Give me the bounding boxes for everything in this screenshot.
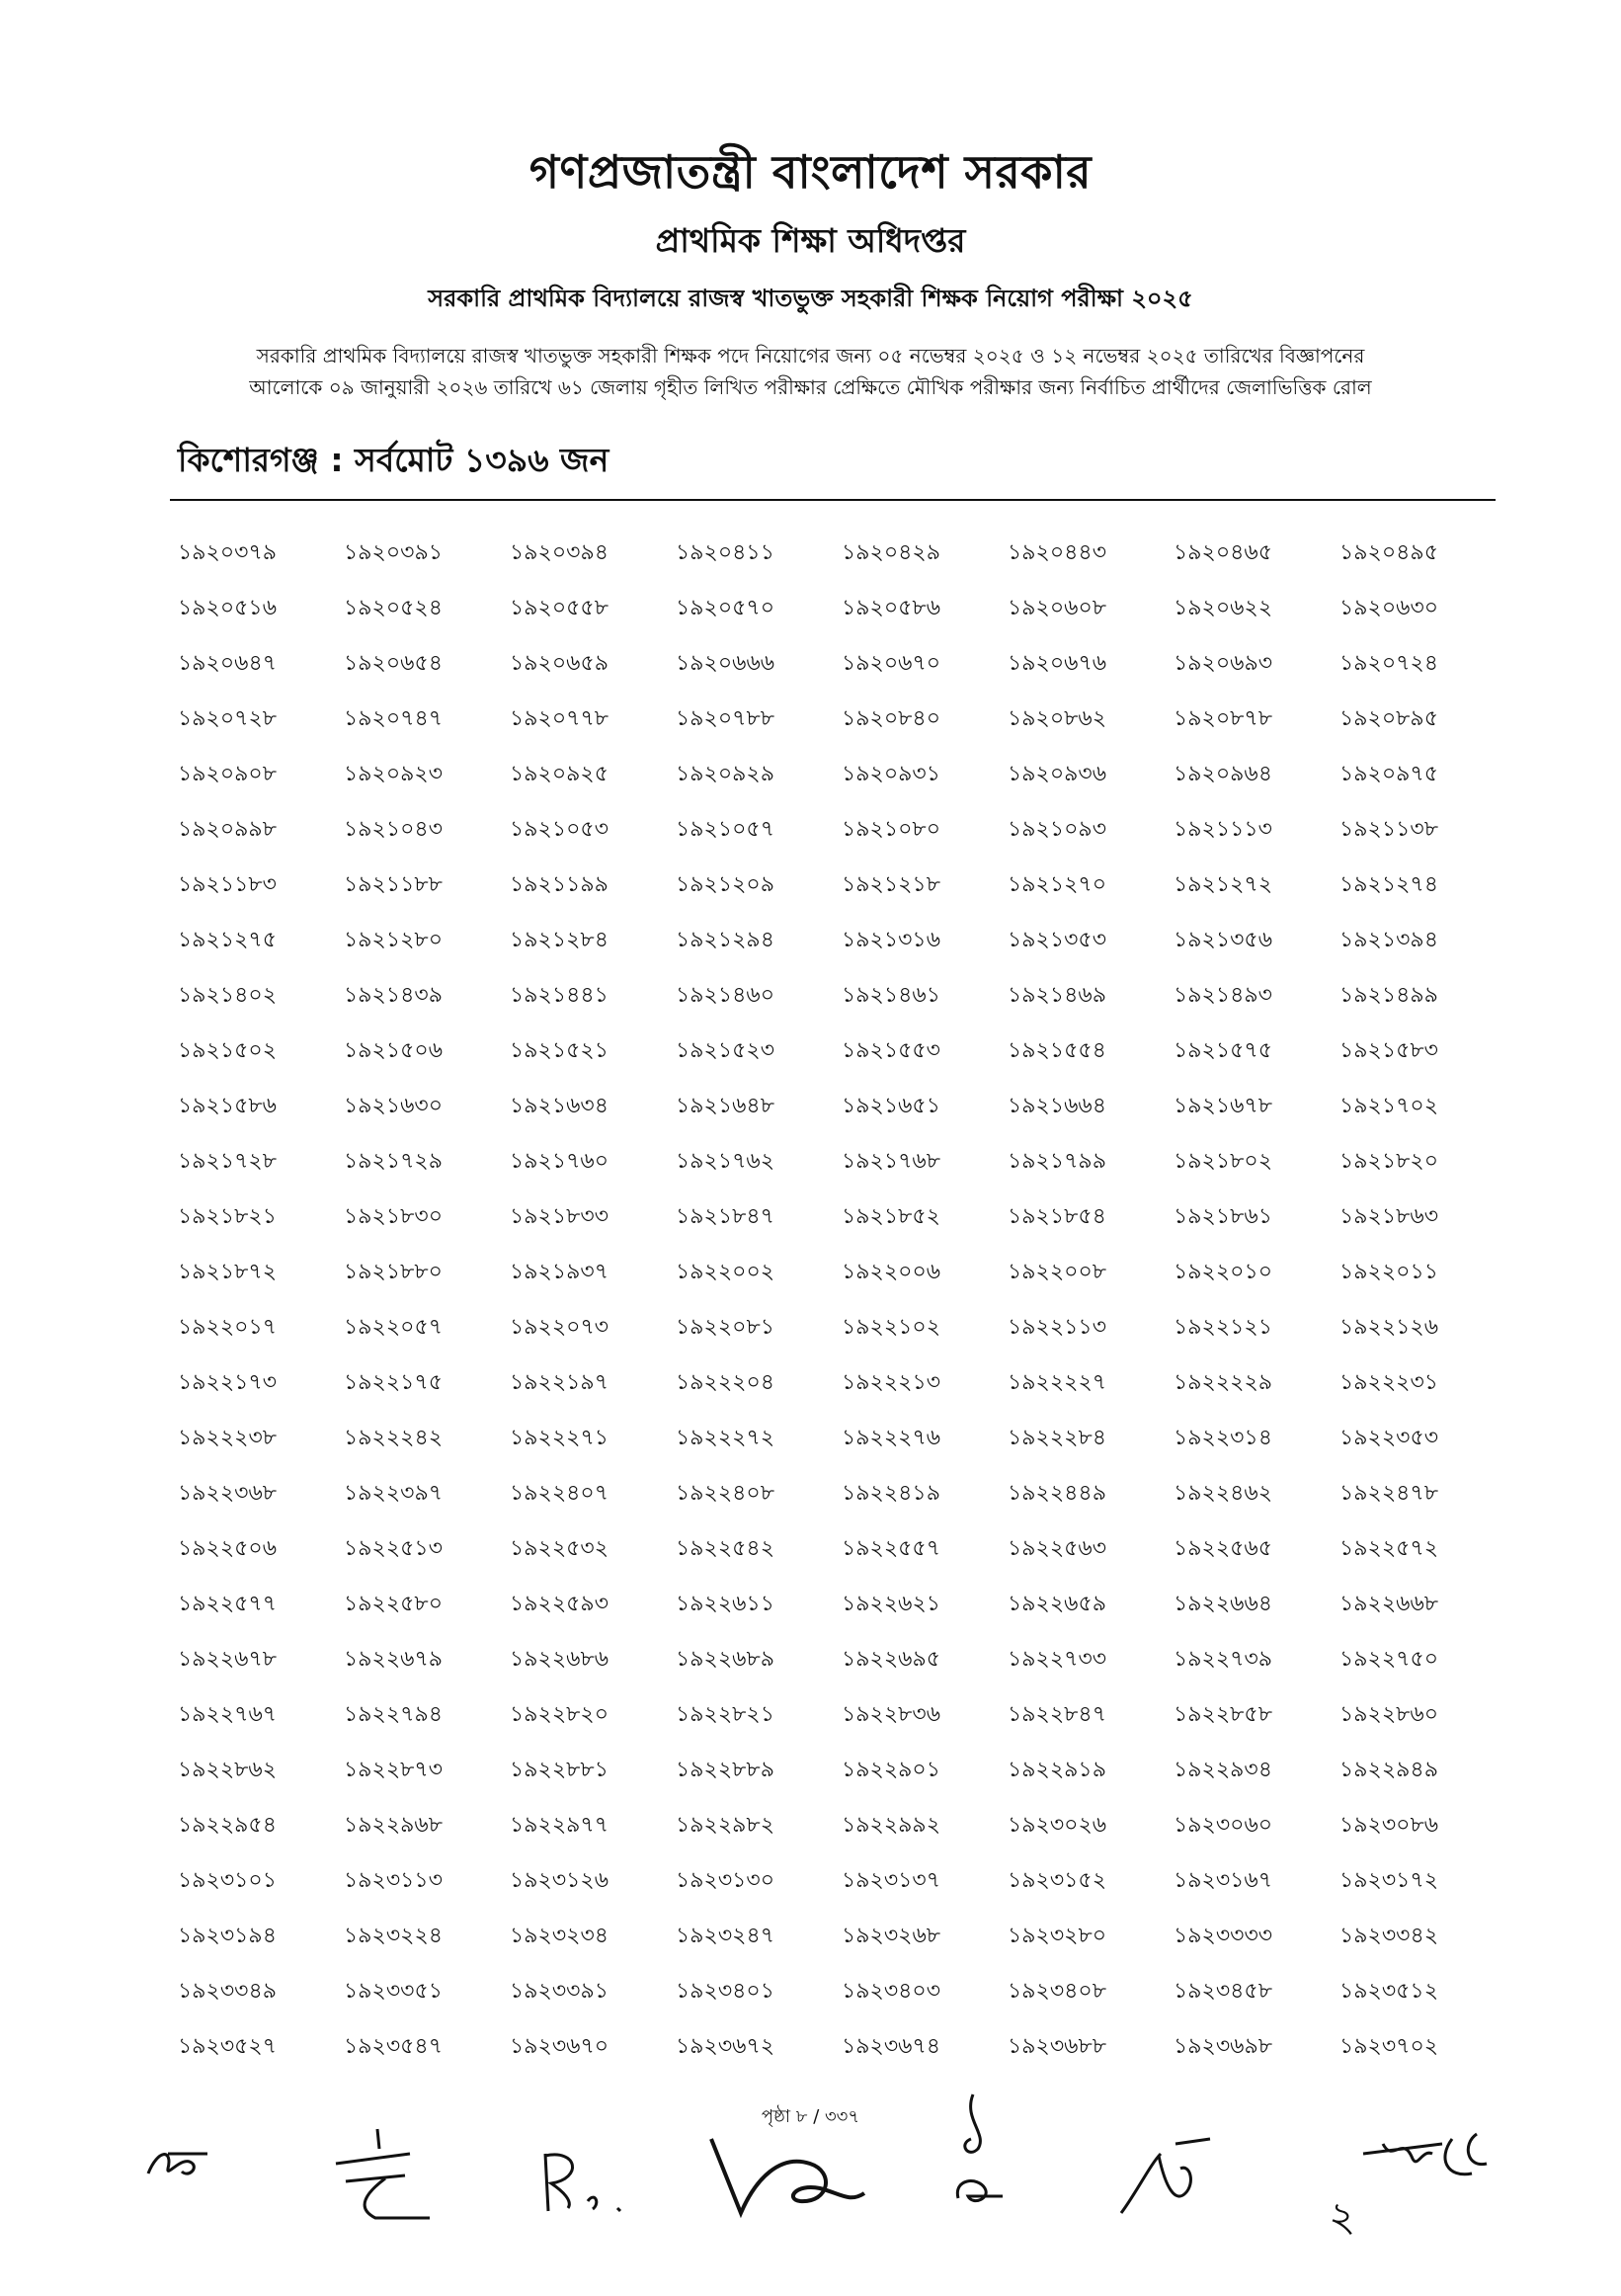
roll-number: ১৯২১৭৬০ <box>510 1149 609 1174</box>
roll-number: ১৯২২১২৬ <box>1339 1315 1439 1340</box>
roll-number: ১৯২১৬৬৪ <box>1008 1094 1107 1118</box>
roll-number: ১৯২১২৯৪ <box>676 928 774 952</box>
roll-number: ১৯২০৮৬২ <box>1008 706 1107 731</box>
signature-6 <box>1111 2134 1220 2223</box>
roll-number: ১৯২২৯০১ <box>842 1758 941 1782</box>
roll-number: ১৯২২৯৯২ <box>842 1813 941 1838</box>
roll-number: ১৯২২৫৬৩ <box>1008 1536 1107 1561</box>
roll-number: ১৯২০৬৫৪ <box>344 651 444 676</box>
roll-number: ১৯২২২০৪ <box>676 1370 775 1395</box>
roll-number: ১৯২০৬৪৭ <box>178 651 278 676</box>
roll-number: ১৯২২৭৬৭ <box>178 1702 278 1727</box>
roll-number: ১৯২৩৫১২ <box>1339 1979 1439 2004</box>
roll-number: ১৯২২৫৪২ <box>676 1536 775 1561</box>
roll-number: ১৯২৩৫২৭ <box>178 2034 278 2059</box>
roll-number: ১৯২১৮৩০ <box>344 1204 444 1229</box>
roll-number: ১৯২২৮৮১ <box>510 1758 608 1782</box>
roll-number: ১৯২২৬৬৪ <box>1174 1592 1273 1616</box>
roll-number: ১৯২৩৬৭৪ <box>842 2034 941 2059</box>
roll-number-grid <box>178 533 1480 2083</box>
roll-number: ১৯২২৫৩২ <box>510 1536 609 1561</box>
roll-number: ১৯২০৯৬৪ <box>1174 762 1273 786</box>
roll-number: ১৯২২৮৪৭ <box>1008 1702 1107 1727</box>
roll-number: ১৯২৩১৩০ <box>676 1868 775 1893</box>
roll-number: ১৯২৩২৮০ <box>1008 1924 1107 1948</box>
roll-number: ১৯২১৮৫২ <box>842 1204 940 1229</box>
roll-number: ১৯২১৮২১ <box>178 1204 277 1229</box>
roll-number: ১৯২৩৪০৮ <box>1008 1979 1107 2004</box>
roll-number: ১৯২২৪০৮ <box>676 1481 775 1506</box>
roll-number: ১৯২২৬৯৫ <box>842 1647 941 1672</box>
roll-number: ১৯২২৩১৪ <box>1174 1426 1273 1450</box>
roll-number: ১৯২২৩৬৮ <box>178 1481 278 1506</box>
roll-number: ১৯২০৯৩৬ <box>1008 762 1107 786</box>
roll-number: ১৯২০৫৫৮ <box>510 596 608 620</box>
roll-number: ১৯২২১৭৩ <box>178 1370 278 1395</box>
roll-number: ১৯২০৮৯৫ <box>1339 706 1438 731</box>
roll-number: ১৯২৩১০১ <box>178 1868 278 1893</box>
roll-number: ১৯২১৬৩০ <box>344 1094 444 1118</box>
roll-number: ১৯২০৬৩০ <box>1339 596 1439 620</box>
roll-number: ১৯২১৫০২ <box>178 1038 278 1063</box>
roll-number: ১৯২৩১৩৭ <box>842 1868 941 1893</box>
roll-number: ১৯২২৫৮০ <box>344 1592 444 1616</box>
roll-number: ১৯২১৭৯৯ <box>1008 1149 1106 1174</box>
roll-number: ১৯২২০১০ <box>1174 1260 1273 1284</box>
roll-number: ১৯২১৬৩৪ <box>510 1094 609 1118</box>
roll-number: ১৯২৩২৪৭ <box>676 1924 775 1948</box>
roll-number: ১৯২০৬৫৯ <box>510 651 609 676</box>
roll-number: ১৯২২১০২ <box>842 1315 941 1340</box>
roll-number: ১৯২২৬১১ <box>676 1592 775 1616</box>
roll-number: ১৯২১৮২০ <box>1339 1149 1439 1174</box>
roll-number: ১৯২০৬৭৬ <box>1008 651 1107 676</box>
roll-number: ১৯২১২৮০ <box>344 928 444 952</box>
roll-number: ১৯২১৪৬০ <box>676 983 775 1008</box>
roll-number: ১৯২৩৪০১ <box>676 1979 775 2004</box>
roll-number: ১৯২২৯১৯ <box>1008 1758 1106 1782</box>
roll-number: ১৯২২৩৯৭ <box>344 1481 444 1506</box>
roll-number: ১৯২১৩৯৪ <box>1339 928 1438 952</box>
roll-number: ১৯২০৪৯৫ <box>1339 540 1438 565</box>
roll-number: ১৯২২৬৬৮ <box>1339 1592 1439 1616</box>
roll-number: ১৯২৩৬৮৮ <box>1008 2034 1107 2059</box>
roll-number: ১৯২১৬৭৮ <box>1174 1094 1273 1118</box>
roll-number: ১৯২২৯৮২ <box>676 1813 775 1838</box>
roll-number: ১৯২১৪৯৯ <box>1339 983 1438 1008</box>
roll-number: ১৯২২৮৮৯ <box>676 1758 774 1782</box>
roll-number: ১৯২১৫২৩ <box>676 1038 775 1063</box>
roll-number: ১৯২২৭৩৯ <box>1174 1647 1273 1672</box>
roll-number: ১৯২২৮২১ <box>676 1702 775 1727</box>
roll-number: ১৯২১২১৮ <box>842 872 940 897</box>
roll-number: ১৯২১৪৬১ <box>842 983 940 1008</box>
roll-number: ১৯২২৫৫৭ <box>842 1536 941 1561</box>
roll-number: ১৯২০৭২৮ <box>178 706 278 731</box>
signature-7 <box>1304 2114 1531 2243</box>
roll-number: ১৯২২৪৬২ <box>1174 1481 1273 1506</box>
roll-number: ১৯২২২২৭ <box>1008 1370 1107 1395</box>
roll-number: ১৯২২৫১৩ <box>344 1536 444 1561</box>
roll-number: ১৯২০৯৩১ <box>842 762 941 786</box>
roll-number: ১৯২২৯৩৪ <box>1174 1758 1273 1782</box>
roll-number: ১৯২২০৭৩ <box>510 1315 609 1340</box>
roll-number: ১৯২১১৮৩ <box>178 872 277 897</box>
roll-number: ১৯২১৮৬৩ <box>1339 1204 1439 1229</box>
roll-number: ১৯২২৯৫৪ <box>178 1813 277 1838</box>
roll-number: ১৯২৩১৫২ <box>1008 1868 1107 1893</box>
roll-number: ১৯২৩৬৭২ <box>676 2034 775 2059</box>
roll-number: ১৯২২৯৬৮ <box>344 1813 444 1838</box>
exam-title: সরকারি প্রাথমিক বিদ্যালয়ে রাজস্ব খাতভুক্ত সহকারী শিক্ষক নিয়োগ পরীক্ষা ২০২৫ <box>428 285 1193 312</box>
roll-number: ১৯২০৯০৮ <box>178 762 278 786</box>
roll-number: ১৯২২০১৭ <box>178 1315 278 1340</box>
roll-number: ১৯২২৬৮৯ <box>676 1647 775 1672</box>
roll-number: ১৯২৩৩৪২ <box>1339 1924 1439 1948</box>
roll-number: ১৯২১৪৪১ <box>510 983 608 1008</box>
roll-number: ১৯২৩২৬৮ <box>842 1924 941 1948</box>
roll-number: ১৯২২২১৩ <box>842 1370 941 1395</box>
roll-number: ১৯২০৮৪০ <box>842 706 941 731</box>
roll-number: ১৯২৩১১৩ <box>344 1868 444 1893</box>
roll-number: ১৯২১৫৫৪ <box>1008 1038 1106 1063</box>
roll-number: ১৯২৩৩৪৯ <box>178 1979 278 2004</box>
roll-number: ১৯২০৩৯১ <box>344 540 444 565</box>
roll-number: ১৯২২৫৬৫ <box>1174 1536 1273 1561</box>
roll-number: ১৯২৩০৮৬ <box>1339 1813 1439 1838</box>
roll-number: ১৯২১৪৩৯ <box>344 983 443 1008</box>
roll-number: ১৯২২২৭১ <box>510 1426 609 1450</box>
roll-number: ১৯২১২০৯ <box>676 872 775 897</box>
roll-number: ১৯২১৫৮৩ <box>1339 1038 1438 1063</box>
roll-number: ১৯২১২৭৫ <box>178 928 278 952</box>
signature-5 <box>943 2090 1022 2238</box>
roll-number: ১৯২২৪৭৮ <box>1339 1481 1439 1506</box>
roll-number: ১৯২৩৬৭০ <box>510 2034 609 2059</box>
roll-number: ১৯২০৯২৯ <box>676 762 775 786</box>
roll-number: ১৯২২২২৯ <box>1174 1370 1273 1395</box>
roll-number: ১৯২২৮৫৮ <box>1174 1702 1272 1727</box>
roll-number: ১৯২১৩১৬ <box>842 928 941 952</box>
signature-4 <box>701 2134 869 2228</box>
roll-number: ১৯২২১৯৭ <box>510 1370 609 1395</box>
roll-number: ১৯২২৭৯৪ <box>344 1702 444 1727</box>
roll-number: ১৯২২২৭৬ <box>842 1426 941 1450</box>
roll-number: ১৯২২৭৫০ <box>1339 1647 1439 1672</box>
roll-number: ১৯২২১৭৫ <box>344 1370 444 1395</box>
roll-number: ১৯২৩১৬৭ <box>1174 1868 1273 1893</box>
roll-number: ১৯২৩৫৪৭ <box>344 2034 444 2059</box>
roll-number: ১৯২৩১২৬ <box>510 1868 609 1893</box>
roll-number: ১৯২০৫২৪ <box>344 596 444 620</box>
roll-number: ১৯২১০৪৩ <box>344 817 444 842</box>
roll-number: ১৯২১৮৮০ <box>344 1260 443 1284</box>
roll-number: ১৯২২৩৫৩ <box>1339 1426 1439 1450</box>
roll-number: ১৯২০৪২৯ <box>842 540 941 565</box>
roll-number: ১৯২১২৭০ <box>1008 872 1107 897</box>
roll-number: ১৯২১৮০২ <box>1174 1149 1273 1174</box>
roll-number: ১৯২০৬৭০ <box>842 651 941 676</box>
government-title: গণপ্রজাতন্ত্রী বাংলাদেশ সরকার <box>528 145 1093 199</box>
roll-number: ১৯২০৩৭৯ <box>178 540 278 565</box>
roll-number: ১৯২২৮৬০ <box>1339 1702 1439 1727</box>
roll-number: ১৯২১৭২৯ <box>344 1149 444 1174</box>
roll-number: ১৯২৩৩৫১ <box>344 1979 444 2004</box>
roll-number: ১৯২১৮৬১ <box>1174 1204 1272 1229</box>
roll-number: ১৯২০৭৪৭ <box>344 706 444 731</box>
roll-number: ১৯২০৬২২ <box>1174 596 1273 620</box>
notice-line-1: সরকারি প্রাথমিক বিদ্যালয়ে রাজস্ব খাতভুক্ত সহকারী শিক্ষক পদে নিয়োগের জন্য ০৫ নভেম্বর ২০২৫ ও ১২ নভেম্বর ২০২৫ তারিখের বিজ্ঞাপনের <box>256 344 1365 368</box>
roll-number: ১৯২১৩৫৩ <box>1008 928 1107 952</box>
roll-number: ১৯২২৬২১ <box>842 1592 941 1616</box>
roll-number: ১৯২০৫৮৬ <box>842 596 941 620</box>
roll-number: ১৯২০৮৭৮ <box>1174 706 1273 731</box>
roll-number: ১৯২২৬৭৯ <box>344 1647 444 1672</box>
roll-number: ১৯২১৭২৮ <box>178 1149 278 1174</box>
roll-number: ১৯২০৯৭৫ <box>1339 762 1439 786</box>
roll-number: ১৯২৩৭০২ <box>1339 2034 1439 2059</box>
roll-number: ১৯২৩৪৫৮ <box>1174 1979 1272 2004</box>
roll-number: ১৯২১২৮৪ <box>510 928 608 952</box>
roll-number: ১৯২১৮৪৭ <box>676 1204 774 1229</box>
signature-1 <box>138 2134 227 2193</box>
roll-number: ১৯২২৬৭৮ <box>178 1647 278 1672</box>
roll-number: ১৯২২৮৩৬ <box>842 1702 941 1727</box>
roll-number: ১৯২১৬৫১ <box>842 1094 940 1118</box>
roll-number: ১৯২০৩৯৪ <box>510 540 609 565</box>
roll-number: ১৯২২২৩১ <box>1339 1370 1439 1395</box>
roll-number: ১৯২১৫৭৫ <box>1174 1038 1272 1063</box>
roll-number: ১৯২২৮৭৩ <box>344 1758 444 1782</box>
roll-number: ১৯২১২৭২ <box>1174 872 1273 897</box>
roll-number: ১৯২১৬৪৮ <box>676 1094 774 1118</box>
roll-number: ১৯২২৮২০ <box>510 1702 609 1727</box>
roll-number: ১৯২১০৫৭ <box>676 817 775 842</box>
roll-number: ১৯২২৫৯৩ <box>510 1592 609 1616</box>
roll-number: ১৯২১৩৫৬ <box>1174 928 1273 952</box>
roll-number: ১৯২০৫১৬ <box>178 596 278 620</box>
roll-number: ১৯২২০০২ <box>676 1260 775 1284</box>
roll-number: ১৯২১৭০২ <box>1339 1094 1439 1118</box>
roll-number: ১৯২১৪০২ <box>178 983 278 1008</box>
roll-number: ১৯২০৯২৫ <box>510 762 609 786</box>
roll-number: ১৯২১৫০৬ <box>344 1038 444 1063</box>
roll-number: ১৯২৩৩৩৩ <box>1174 1924 1273 1948</box>
roll-number: ১৯২৩২২৪ <box>344 1924 444 1948</box>
roll-number: ১৯২৩৩৯১ <box>510 1979 609 2004</box>
roll-number: ১৯২২০১১ <box>1339 1260 1439 1284</box>
roll-number: ১৯২০৭৭৮ <box>510 706 609 731</box>
roll-number: ১৯২২৯৪৯ <box>1339 1758 1438 1782</box>
roll-number: ১৯২০৭৮৮ <box>676 706 775 731</box>
roll-number: ১৯২০৯৯৮ <box>178 817 277 842</box>
roll-number: ১৯২৩২৩৪ <box>510 1924 609 1948</box>
roll-number: ১৯২২৫০৬ <box>178 1536 278 1561</box>
roll-number: ১৯২৩১৭২ <box>1339 1868 1439 1893</box>
roll-number: ১৯২১৫২১ <box>510 1038 608 1063</box>
roll-number: ১৯২৩১৯৪ <box>178 1924 277 1948</box>
roll-number: ১৯২২৮৬২ <box>178 1758 278 1782</box>
roll-number: ১৯২০৯২৩ <box>344 762 444 786</box>
page-number: পৃষ্ঠা ৮ / ৩৩৭ <box>761 2106 860 2127</box>
roll-number: ১৯২৩০২৬ <box>1008 1813 1107 1838</box>
roll-number: ১৯২১৫৮৬ <box>178 1094 277 1118</box>
roll-number: ১৯২০৭২৪ <box>1339 651 1439 676</box>
roll-number: ১৯২১৭৬৮ <box>842 1149 941 1174</box>
roll-number: ১৯২১০৫৩ <box>510 817 609 842</box>
signature-3 <box>533 2144 632 2223</box>
roll-number: ১৯২২৪১৯ <box>842 1481 940 1506</box>
notice-line-2: আলোকে ০৯ জানুয়ারী ২০২৬ তারিখে ৬১ জেলায় গৃহীত লিখিত পরীক্ষার প্রেক্ষিতে মৌখিক পরীক্ষার জন্য নির্বাচিত প্রার্থীদের জেলাভিত্তিক রোল <box>249 375 1372 399</box>
roll-number: ১৯২০৪৬৫ <box>1174 540 1273 565</box>
roll-number: ১৯২২৬৮৬ <box>510 1647 609 1672</box>
roll-number: ১৯২২২৩৮ <box>178 1426 278 1450</box>
roll-number: ১৯২৩০৬০ <box>1174 1813 1273 1838</box>
roll-number: ১৯২০৪১১ <box>676 540 774 565</box>
roll-number: ১৯২২০৫৭ <box>344 1315 444 1340</box>
roll-number: ১৯২১৫৫৩ <box>842 1038 940 1063</box>
roll-number: ১৯২১৭৬২ <box>676 1149 775 1174</box>
roll-number: ১৯২১৮৭২ <box>178 1260 278 1284</box>
roll-number: ১৯২২০০৬ <box>842 1260 941 1284</box>
roll-number: ১৯২১৪৬৯ <box>1008 983 1106 1008</box>
roll-number: ১৯২৩৪০৩ <box>842 1979 941 2004</box>
roll-number: ১৯২১২৭৪ <box>1339 872 1439 897</box>
roll-number: ১৯২২৭৩৩ <box>1008 1647 1107 1672</box>
district-heading: কিশোরগঞ্জ : সর্বমোট ১৩৯৬ জন <box>178 441 609 479</box>
department-title: প্রাথমিক শিক্ষা অধিদপ্তর <box>655 221 966 260</box>
roll-number: ১৯২২৬৫৯ <box>1008 1592 1107 1616</box>
roll-number: ১৯২১৮৫৪ <box>1008 1204 1106 1229</box>
roll-number: ১৯২১৯৩৭ <box>510 1260 609 1284</box>
roll-number: ১৯২১০৯৩ <box>1008 817 1107 842</box>
roll-number: ১৯২২৯৭৭ <box>510 1813 609 1838</box>
roll-number: ১৯২১৪৯৩ <box>1174 983 1272 1008</box>
roll-number: ১৯২০৪৪৩ <box>1008 540 1107 565</box>
roll-number: ১৯২১১৮৮ <box>344 872 443 897</box>
roll-number: ১৯২০৫৭০ <box>676 596 775 620</box>
roll-number: ১৯২২৫৭৭ <box>178 1592 278 1616</box>
roll-number: ১৯২১১১৩ <box>1174 817 1272 842</box>
heading-divider <box>170 499 1496 501</box>
roll-number: ১৯২৩৬৯৮ <box>1174 2034 1273 2059</box>
roll-number: ১৯২২৪০৭ <box>510 1481 609 1506</box>
roll-number: ১৯২২০৮১ <box>676 1315 775 1340</box>
roll-number: ১৯২০৬৬৬ <box>676 651 775 676</box>
roll-number: ১৯২১১৩৮ <box>1339 817 1438 842</box>
roll-number: ১৯২২২৮৪ <box>1008 1426 1107 1450</box>
roll-number: ১৯২২২৪২ <box>344 1426 444 1450</box>
roll-number: ১৯২০৬০৮ <box>1008 596 1107 620</box>
roll-number: ১৯২২৪৪৯ <box>1008 1481 1106 1506</box>
roll-number: ১৯২১৮৩৩ <box>510 1204 609 1229</box>
roll-number: ১৯২২১২১ <box>1174 1315 1273 1340</box>
roll-number: ১৯২২০০৮ <box>1008 1260 1107 1284</box>
roll-number: ১৯২২৫৭২ <box>1339 1536 1439 1561</box>
roll-number: ১৯২২২৭২ <box>676 1426 775 1450</box>
signature-mark: ২ <box>1329 2192 1356 2241</box>
roll-number: ১৯২০৬৯৩ <box>1174 651 1273 676</box>
roll-number: ১৯২২১১৩ <box>1008 1315 1107 1340</box>
signature-2 <box>316 2124 445 2233</box>
roll-number: ১৯২১১৯৯ <box>510 872 608 897</box>
roll-number: ১৯২১০৮০ <box>842 817 941 842</box>
